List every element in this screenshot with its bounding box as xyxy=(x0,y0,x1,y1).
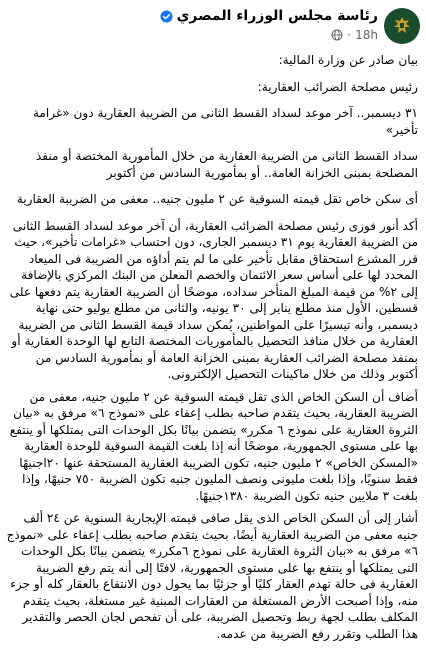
globe-icon xyxy=(331,29,343,41)
post-paragraph: أضاف أن السكن الخاص الذى تقل قيمته السوقية عن ٢ مليون جنيه، معفى من الضريبة العقارية، بحيث يتقدم صاحبه بطلب إعفاء على «نموذج ٦» مرفق به «بيان الثروة العقارية على نموذج ٦ مكرر» يتضمن بيانًا بكل الوحدات التى يمتلكها أو ينتفع بها على مستوى الجمهورية، موضحًا أنه إذا بلغت القيمة السوقية للوحدة العقارية «المسكن الخاص» ٢ مليون جنيه، تكون الضريبة العقارية المستحقة عنها ٢٠اجنيهًا فقط سنويًا، وإذا بلغت مليونى ونصف المليون جنيه تكون الضريبة ٧٥٠ جنيهًا، وإذا بلغت ٣ ملايين جنيه تكون الضريبة ١٣٨٠جنيهًا. xyxy=(9,389,418,503)
post-body xyxy=(4,52,418,642)
post-paragraph: رئيس مصلحة الضرائب العقارية: xyxy=(257,79,418,94)
post-paragraph: بيان صادر عن وزارة المالية: xyxy=(278,53,418,67)
post-paragraph: أشار إلى أن السكن الخاص الذى يقل صافى قيمته الإيجارية السنوية عن ٢٤ ألف جنيه معفى من الضريبة العقارية أيضًا، بحيث يتقدم صاحبه بطلب إعفاء على «نموذج ٦» مرفق به «بيان الثروة العقارية على نموذج ٦مكرر» يتضمن بيانًا بكل الوحدات التى يمتلكها أو ينتفع بها على مستوى الجمهورية، لافتًا إلى أنه يتم رفع الضريبة العقارية فى حالة تهدم العقار كليًا أو جزئيًا بما يحول دون الانتفاع بالعقار كله أو جزء منه، وإذا أصبحت الأرض المستغلة من العقارات المبنية غير مستغلة، بحيث يتقدم المكلف بطلب لجهة ربط وتحصيل الضريبة، على أن تفحص لجان الحصر والتقدير هذا الطلب وتقرر رفع الضريبة من عدمه. xyxy=(6,511,418,641)
verified-badge-icon xyxy=(160,10,173,23)
post-time[interactable]: 18h xyxy=(355,28,378,42)
post-paragraph: أى سكن خاص تقل قيمته السوقية عن ٢ مليون جنيه.. معفى من الضريبة العقارية xyxy=(16,192,418,206)
post-paragraph: أكد أنور فوزى رئيس مصلحة الضرائب العقارية، أن آخر موعد لسداد القسط الثانى من الضريبة العقارية يوم ٣١ ديسمبر الجارى، دون احتساب «غرامات تأخير»، حيث قرر المشرع استحقاق مقابل تأخير على ما لم يتم أداؤه من الضريبة فى الميعاد المحدد لها على أساس سعر الائتمان والخصم المعلن من البنك المركزي بالإضافة إلى ٢% من قيمة المبلغ المتأخر سداده، موضحًا أن الضريبة العقارية يتم دفعها على قسطين، الأول منذ مطلع يناير إلى ٣٠ يونيه، والثانى من مطلع يوليو حتى نهاية ديسمبر، وأنه تيسيرًا على المواطنين، يُمكن سداد قيمة القسط الثانى من الضريبة العقارية من خلال منافذ التحصيل بالمأموريات المختصة التابع لها الوحدة العقارية أو بمنفذ مصلحة الضرائب العقارية بمبنى الخزانة العامة أو بمأمورية السادس من أكتوبر وذلك من خلال ماكينات التحصيل الإلكترونى. xyxy=(9,218,418,381)
page-avatar[interactable] xyxy=(384,8,420,44)
post-meta xyxy=(331,28,378,42)
post-paragraph: سداد القسط الثانى من الضريبة العقارية من خلال المأمورية المختصة أو منفذ المصلحة بمبنى الخزانة العامة.. أو بمأمورية السادس من أكتوبر xyxy=(35,149,418,180)
meta-separator: · xyxy=(347,28,352,42)
post-header xyxy=(0,4,426,46)
page-name[interactable]: رئاسة مجلس الوزراء المصري xyxy=(176,8,378,24)
post-paragraph: ٣١ ديسمبر.. آخر موعد لسداد القسط الثانى من الضريبة العقارية دون «غرامة تأخير» xyxy=(32,106,418,137)
eagle-emblem-icon xyxy=(391,15,413,37)
